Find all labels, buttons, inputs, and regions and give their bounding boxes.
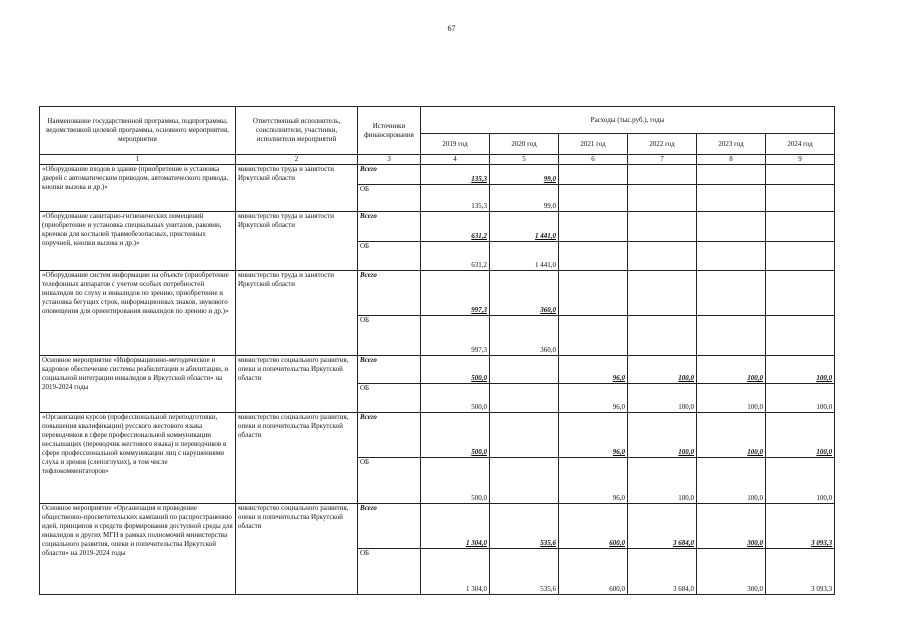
source-ob-label: ОБ [358, 242, 421, 271]
ob-value [766, 242, 835, 271]
ob-value: 1 441,0 [490, 242, 559, 271]
activity-executor: министерство труда и занятости Иркутской области [236, 271, 358, 356]
source-ob-label: ОБ [358, 316, 421, 356]
column-numbers-row [40, 155, 835, 165]
total-value: 300,0 [747, 539, 763, 547]
total-value: 96,0 [612, 374, 625, 382]
total-value: 100,0 [816, 448, 833, 456]
source-total-label: Всего [358, 165, 421, 185]
header-year: 2024 год [766, 134, 835, 155]
activity-name: «Оборудование систем информации на объекте (приобретение телефонных аппаратов с учетом особых потребностей инвалидов по слуху и инвалидов по зрению, приобретение и установка бегущих строк, информационных знаков, звукового оповещения для ориентирования инвалидов по зрению и др.)» [40, 271, 236, 356]
ob-value: 100,0 [628, 458, 697, 504]
total-value: 1 304,0 [466, 539, 487, 547]
activity-name: «Организация курсов (профессиональной переподготовки, повышения квалификации) русского жестового языка переводчиков в сфере профессиональной коммуникации неслышащих (переводчик жестового языка) и переводчиков в сфере профессиональной коммуникации лиц с нарушениями слуха и зрения (слепоглухих), в том числе тифлокомментаторов» [40, 413, 236, 504]
activity-executor: министерство социального развития, опеки и попечительства Иркутской области [236, 356, 358, 413]
ob-value: 100,0 [697, 458, 766, 504]
column-number: 3 [358, 155, 421, 165]
ob-value [697, 185, 766, 212]
ob-value: 100,0 [697, 384, 766, 413]
table-row [40, 271, 835, 316]
total-value: 96,0 [612, 448, 625, 456]
total-value: 500,0 [471, 448, 487, 456]
total-value: 100,0 [816, 374, 833, 382]
column-number: 9 [766, 155, 835, 165]
total-value: 135,3 [471, 175, 487, 183]
ob-value: 300,0 [697, 549, 766, 595]
activity-name: Основное мероприятие «Организация и проведение общественно-просветительских кампаний по распространению идей, принципов и средств формирования доступной среды для инвалидов и других МГН в рамках полномочий министерства социального развития, опеки и попечительства Иркутской области» на 2019-2024 годы [40, 504, 236, 595]
ob-value [628, 185, 697, 212]
source-ob-label: ОБ [358, 384, 421, 413]
ob-value [628, 242, 697, 271]
ob-value: 1 304,0 [421, 549, 490, 595]
ob-value [559, 316, 628, 356]
ob-value: 96,0 [559, 384, 628, 413]
column-number: 2 [236, 155, 358, 165]
header-year: 2022 год [628, 134, 697, 155]
header-year: 2019 год [421, 134, 490, 155]
column-number: 1 [40, 155, 236, 165]
ob-value: 535,6 [490, 549, 559, 595]
header-year: 2020 год [490, 134, 559, 155]
ob-value [490, 384, 559, 413]
ob-value: 100,0 [766, 384, 835, 413]
source-total-label: Всего [358, 271, 421, 316]
total-value: 535,6 [540, 539, 556, 547]
source-ob-label: ОБ [358, 185, 421, 212]
total-value: 100,0 [678, 448, 694, 456]
ob-value: 997,3 [421, 316, 490, 356]
source-total-label: Всего [358, 212, 421, 242]
header-executor: Ответственный исполнитель, соисполнители, участники, исполнители мероприятий [236, 107, 358, 155]
ob-value: 3 684,0 [628, 549, 697, 595]
activity-executor: министерство социального развития, опеки и попечительства Иркутской области [236, 504, 358, 595]
total-value: 100,0 [747, 448, 763, 456]
ob-value: 3 093,3 [766, 549, 835, 595]
expenses-table [39, 106, 835, 595]
header-year: 2021 год [559, 134, 628, 155]
total-value: 100,0 [678, 374, 694, 382]
total-value: 360,0 [540, 306, 556, 314]
column-number: 8 [697, 155, 766, 165]
table-row [40, 413, 835, 458]
table-row [40, 356, 835, 384]
total-value: 600,0 [609, 539, 625, 547]
ob-value: 600,0 [559, 549, 628, 595]
ob-value: 631,2 [421, 242, 490, 271]
ob-value [559, 185, 628, 212]
total-value: 997,3 [471, 306, 487, 314]
table-row [40, 165, 835, 185]
ob-value: 96,0 [559, 458, 628, 504]
activity-name: «Оборудование санитарно-гигиенических помещений (приобретение и установка специальных унитазов, раковин, крючков для костылей травмобезопасных, пристенных поручней, кнопки вызова и др.)» [40, 212, 236, 271]
ob-value: 500,0 [421, 384, 490, 413]
ob-value: 500,0 [421, 458, 490, 504]
total-value: 99,0 [543, 175, 556, 183]
ob-value [628, 316, 697, 356]
ob-value: 135,3 [421, 185, 490, 212]
total-value: 100,0 [747, 374, 763, 382]
total-value: 3 093,3 [811, 539, 833, 547]
total-value: 1 441,0 [535, 232, 556, 240]
source-total-label: Всего [358, 356, 421, 384]
source-total-label: Всего [358, 413, 421, 458]
header-expenses: Расходы (тыс.руб.), годы [421, 107, 835, 134]
ob-value: 100,0 [628, 384, 697, 413]
activity-name: Основное мероприятие «Информационно-методическое и кадровое обеспечение системы реабилитации и абилитации, и социальной интеграции инвалидов в Иркутской области» на 2019-2024 годы [40, 356, 236, 413]
header-source: Источники финансирования [358, 107, 421, 155]
source-total-label: Всего [358, 504, 421, 549]
ob-value [766, 185, 835, 212]
column-number: 4 [421, 155, 490, 165]
ob-value [766, 316, 835, 356]
ob-value: 99,0 [490, 185, 559, 212]
table-row [40, 212, 835, 242]
ob-value [697, 242, 766, 271]
activity-executor: министерство труда и занятости Иркутской области [236, 165, 358, 212]
activity-name: «Оборудование входов в здание (приобретение и установка дверей с автоматическим приводом, автоматического привода, кнопки вызова и др.)» [40, 165, 236, 212]
column-number: 7 [628, 155, 697, 165]
column-number: 5 [490, 155, 559, 165]
column-number: 6 [559, 155, 628, 165]
ob-value [697, 316, 766, 356]
ob-value [559, 242, 628, 271]
page-number: 67 [447, 24, 456, 33]
ob-value [490, 458, 559, 504]
source-ob-label: ОБ [358, 458, 421, 504]
header-name: Наименование государственной программы, подпрограммы, ведомственной целевой программы, основного мероприятия, мероприятия [40, 107, 236, 155]
total-value: 3 684,0 [673, 539, 694, 547]
source-ob-label: ОБ [358, 549, 421, 595]
total-value: 500,0 [471, 374, 487, 382]
ob-value: 360,0 [490, 316, 559, 356]
header-year: 2023 год [697, 134, 766, 155]
table-row [40, 504, 835, 549]
activity-executor: министерство социального развития, опеки и попечительства Иркутской области [236, 413, 358, 504]
total-value: 631,2 [471, 232, 487, 240]
ob-value: 100,0 [766, 458, 835, 504]
activity-executor: министерство труда и занятости Иркутской области [236, 212, 358, 271]
